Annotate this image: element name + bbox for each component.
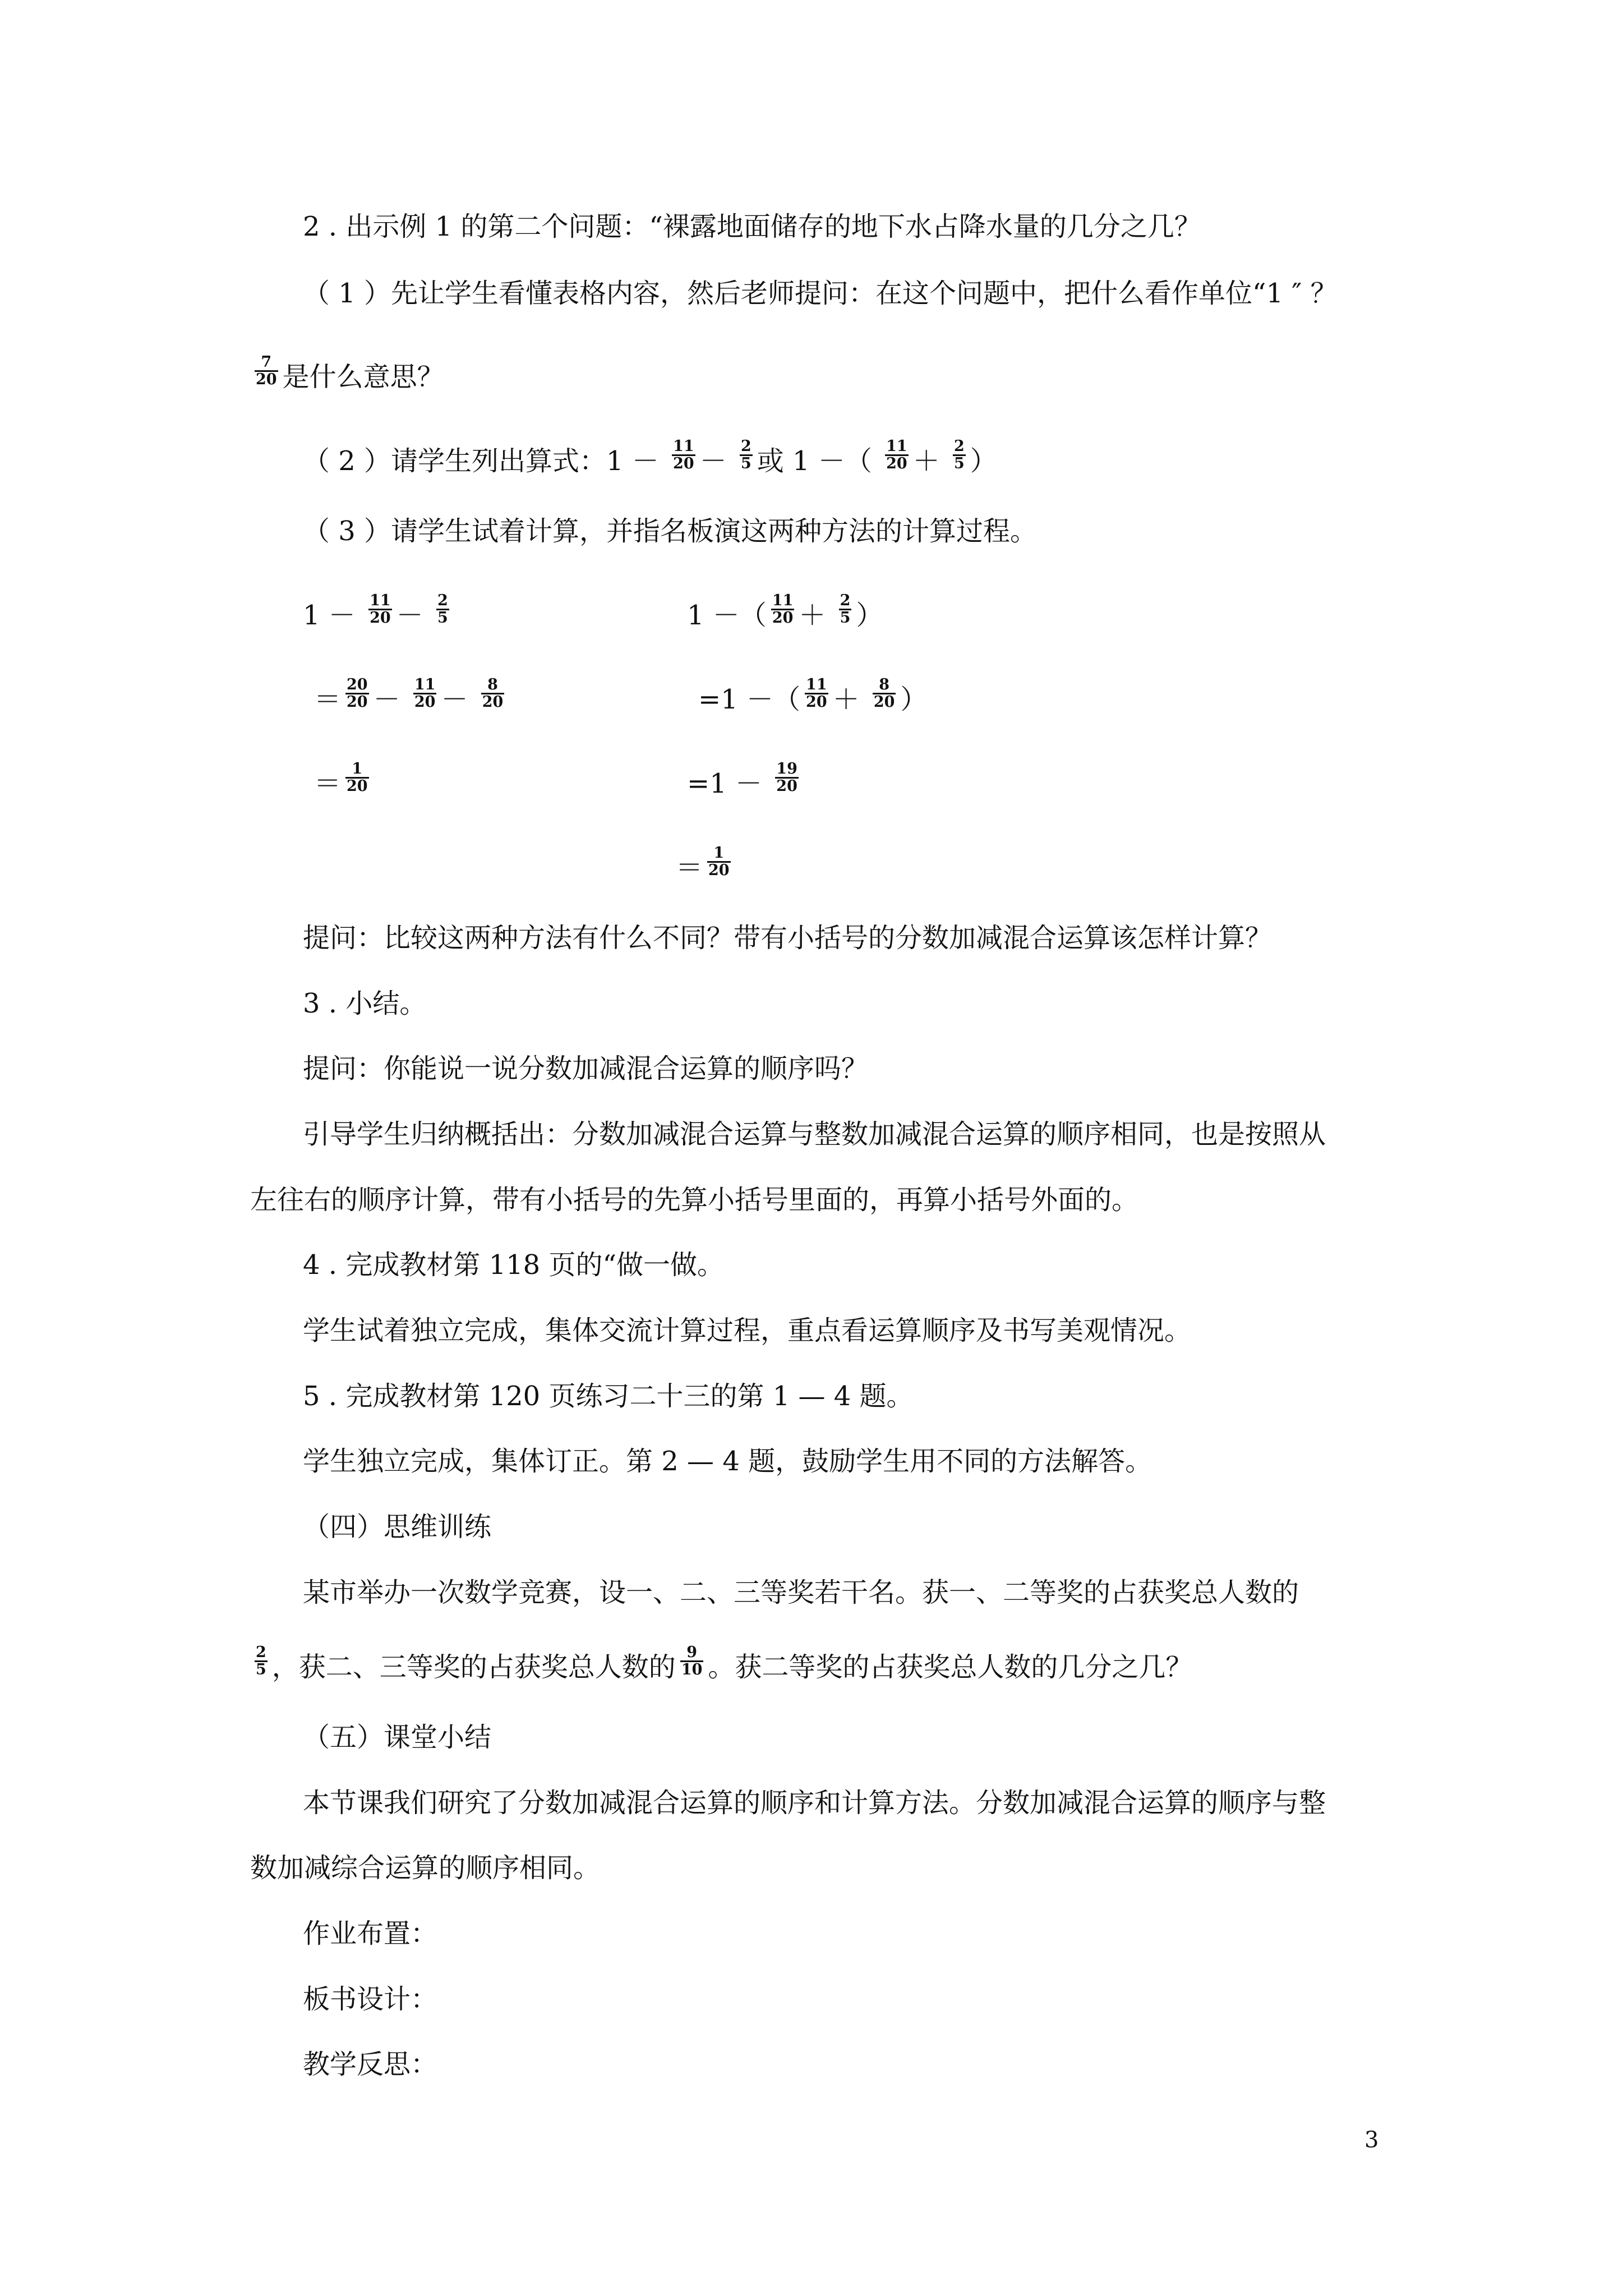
calc-left-step-2: ＝ $\frac{20}{20}$ － $\frac{11}{20}$ － $\frac{8}{20}$ xyxy=(314,676,504,715)
fraction-1-20: $\frac{1}{20}$ xyxy=(347,760,368,795)
calc-left-result: ＝ $\frac{1}{20}$ xyxy=(314,760,368,799)
step-4-line: 4 . 完成教材第 118 页的“做一做。 xyxy=(303,1249,724,1281)
fraction-2-5: $\frac{2}{5}$ xyxy=(840,592,851,627)
step-5-desc: 学生独立完成，集体订正。第 2 — 4 题，鼓励学生用不同的方法解答。 xyxy=(303,1446,1152,1477)
fraction-2-5: $\frac{2}{5}$ xyxy=(953,438,965,472)
calc-right-result: ＝ $\frac{1}{20}$ xyxy=(676,844,730,884)
fraction-7-20: $\frac{7}{20}$ xyxy=(256,353,277,388)
board-design-label: 板书设计： xyxy=(303,1984,438,2015)
step-4-desc: 学生试着独立完成，集体交流计算过程，重点看运算顺序及书写美观情况。 xyxy=(303,1315,1192,1346)
step-3-heading: 3 . 小结。 xyxy=(303,988,427,1019)
section-4-heading: （四）思维训练 xyxy=(303,1511,492,1543)
calc-right-step-2: =1 －（ $\frac{11}{20}$ ＋ $\frac{8}{20}$ ） xyxy=(698,676,928,715)
step-2-1-line: （ 1 ）先让学生看懂表格内容，然后老师提问：在这个问题中，把什么看作单位“1 ″ ？ xyxy=(303,278,1338,309)
guide-line-2: 左往右的顺序计算，带有小括号的先算小括号里面的，再算小括号外面的。 xyxy=(250,1184,1139,1216)
step-2-line: 2 . 出示例 1 的第二个问题：“裸露地面储存的地下水占降水量的几分之几？ xyxy=(303,211,1201,242)
fraction-11-20: $\frac{11}{20}$ xyxy=(806,676,827,711)
fraction-11-20: $\frac{11}{20}$ xyxy=(414,676,436,711)
problem-line-2: $\frac{2}{5}$ ，获二、三等奖的占获奖总人数的 $\frac{9}{10}$ 。获二等奖的占获奖总人数的几分之几？ xyxy=(256,1644,1193,1683)
fraction-11-20: $\frac{11}{20}$ xyxy=(772,592,794,627)
fraction-2-5: $\frac{2}{5}$ xyxy=(740,438,751,472)
reflection-label: 教学反思： xyxy=(303,2049,438,2080)
fraction-19-20: $\frac{19}{20}$ xyxy=(776,760,797,795)
homework-label: 作业布置： xyxy=(303,1918,438,1949)
calc-right-step-3: =1 － $\frac{19}{20}$ xyxy=(687,760,797,799)
fraction-2-5: $\frac{2}{5}$ xyxy=(437,592,448,627)
fraction-1-20: $\frac{1}{20}$ xyxy=(708,844,730,879)
fraction-11-20: $\frac{11}{20}$ xyxy=(886,438,907,472)
fraction-2-5: $\frac{2}{5}$ xyxy=(256,1644,266,1678)
calc-left-step-1: 1 － $\frac{11}{20}$ － $\frac{2}{5}$ xyxy=(303,592,448,631)
fraction-8-20: $\frac{8}{20}$ xyxy=(873,676,895,711)
summary-line-1: 本节课我们研究了分数加减混合运算的顺序和计算方法。分数加减混合运算的顺序与整 xyxy=(303,1787,1326,1819)
fraction-11-20: $\frac{11}{20}$ xyxy=(370,592,391,627)
section-5-heading: （五）课堂小结 xyxy=(303,1722,492,1753)
fraction-8-20: $\frac{8}{20}$ xyxy=(482,676,504,711)
question-order-line: 提问：你能说一说分数加减混合运算的顺序吗？ xyxy=(303,1053,869,1084)
step-5-line: 5 . 完成教材第 120 页练习二十三的第 1 — 4 题。 xyxy=(303,1381,914,1412)
fraction-11-20: $\frac{11}{20}$ xyxy=(673,438,694,472)
fraction-20-20: $\frac{20}{20}$ xyxy=(347,676,368,711)
calc-right-step-1: 1 －（ $\frac{11}{20}$ ＋ $\frac{2}{5}$ ） xyxy=(687,592,883,631)
step-2-3-line: （ 3 ）请学生试着计算，并指名板演这两种方法的计算过程。 xyxy=(303,516,1038,547)
question-compare-line: 提问：比较这两种方法有什么不同？带有小括号的分数加减混合运算该怎样计算？ xyxy=(303,922,1272,954)
page-number: 3 xyxy=(1364,2127,1379,2153)
problem-line-1: 某市举办一次数学竞赛，设一、二、三等奖若干名。获一、二等奖的占获奖总人数的 xyxy=(303,1577,1299,1608)
summary-line-2: 数加减综合运算的顺序相同。 xyxy=(250,1852,601,1884)
step-2-2-line: （ 2 ）请学生列出算式：1 － $\frac{11}{20}$ － $\frac{2}{5}$ 或 1 －（ $\frac{11}{20}$ ＋ $\frac{2}{5}$ ） xyxy=(303,438,997,477)
guide-line-1: 引导学生归纳概括出：分数加减混合运算与整数加减混合运算的顺序相同，也是按照从 xyxy=(303,1119,1326,1150)
meaning-question-line: $\frac{7}{20}$ 是什么意思？ xyxy=(256,353,444,393)
fraction-9-10: $\frac{9}{10}$ xyxy=(681,1644,703,1678)
